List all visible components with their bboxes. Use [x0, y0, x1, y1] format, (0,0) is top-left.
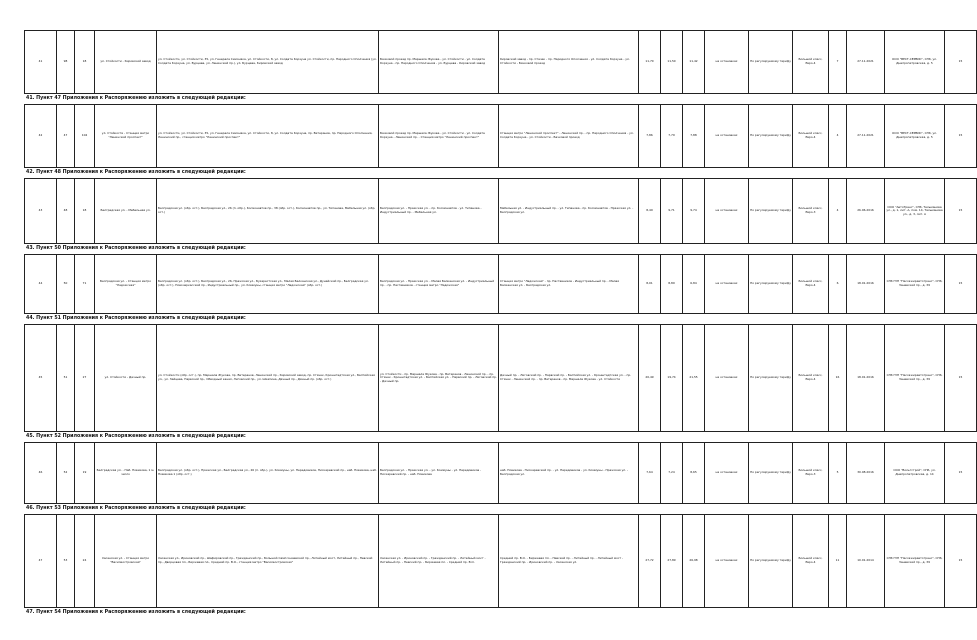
last-column: 15	[945, 105, 977, 168]
stops-backward: Мебельная ул. - Индустриальный пр. - ул. Типанова - пр. Космонавтов - Пражская ул. - Белградская ул.	[499, 179, 639, 244]
route-code: 19	[75, 443, 95, 504]
carrier: СПб ГУП "Пассажиравтотранс", СПб, Заневский пр., д. 39	[885, 255, 945, 314]
start-date: 27.11.2021	[847, 31, 885, 94]
length-1: 27,72	[639, 515, 661, 608]
route-path: Белградская ул. (обр. ост.), Пражская ул., Белградская ул., 26 (п. обр.), ул. Коммуны, ул. Передовиков, Пискаревский пр., наб. Новикова, наб. Новикова 1 (обр. ост.)	[157, 443, 379, 504]
last-column: 15	[945, 515, 977, 608]
route-name: ул. Стойкости - Станция метро "Ленинский проспект"	[95, 105, 157, 168]
route-number: 52	[57, 443, 75, 504]
length-3: 6,84	[683, 255, 705, 314]
vehicle-class: Большой класс, Евро-4	[793, 255, 829, 314]
start-date: 18.01.2016	[847, 325, 885, 432]
length-1: 8,01	[639, 255, 661, 314]
vehicle-count: 4	[829, 179, 847, 244]
stops-forward: Хасанская ул. - Ириновский пр. - Гражданский пр. - Литейный мост - Литейный пр. - Невский пр. - Биржевая пл. - Средний пр. В.О.	[379, 515, 499, 608]
last-column: 15	[945, 255, 977, 314]
vehicle-count: 5	[829, 443, 847, 504]
tariff: По регулируемому тарифу	[749, 179, 793, 244]
vehicle-class: Большой класс, Евро-4	[793, 105, 829, 168]
route-name: ул. Стойкости - Дачный пр.	[95, 325, 157, 432]
stops-backward: Кировский завод - пр. Стачек - пр. Народного Ополчения - ул. Солдата Корзуна - ул. Стойкости - Бачковой проезд	[499, 31, 639, 94]
start-date: 18.01.2016	[847, 255, 885, 314]
length-2: 27,89	[661, 515, 683, 608]
start-date: 30.08.2016	[847, 443, 885, 504]
table-row	[24, 30, 977, 94]
section-title: 47. Пункт 54 Приложения к Распоряжению изложить в следующей редакции:	[26, 610, 246, 615]
document-page	[24, 20, 963, 626]
stops-forward: Белградская ул. - Пражская ул. - Малая Балканская ул. - Индустриальный пр. - пр. Наставников - станция метро "Ладожская"	[379, 255, 499, 314]
row-index: 47	[25, 515, 57, 608]
length-3: 8,65	[683, 443, 705, 504]
stop-mode: на остановках	[705, 179, 749, 244]
length-2: 19,74	[661, 325, 683, 432]
table-row	[24, 254, 977, 314]
table-row	[24, 442, 977, 504]
row-index: 44	[25, 255, 57, 314]
route-path: Белградская ул. (обр. ост.), Белградская ул., 26 (п. обр.), Космонавтов пр., 38 (обр. ост.), Космонавтов пр., ул. Типанова, Мебельная ул. (обр. ост.)	[157, 179, 379, 244]
last-column: 15	[945, 179, 977, 244]
stops-backward: Станция метро "Ленинский проспект" - Ленинский пр. - пр. Народного Ополчения - ул. Солдата Корзуна - ул. Стойкости - Бачковой проезд	[499, 105, 639, 168]
section-title: 41. Пункт 47 Приложения к Распоряжению изложить в следующей редакции:	[26, 96, 246, 101]
length-2: 11,50	[661, 31, 683, 94]
route-code: 24	[75, 515, 95, 608]
route-path: ул. Стойкости, ул. Стойкости, 35, ул. Генерала Симоняка, ул. Стойкости, 8, ул. Солдата Корзуна, пр. Ветеранов, пр. Народного Ополчения, Ленинский пр., станция метро "Ленинский проспект"	[157, 105, 379, 168]
length-2: 7,79	[661, 105, 683, 168]
length-1: 7,64	[639, 443, 661, 504]
stops-backward: Дачный пр. - Лиговский пр. - Нарвский пр. - Балтийская ул. - Кронштадтская ул. - пр. Стачек - Ленинский пр. - пр. Ветеранов - пр. Маршала Жукова - ул. Стойкости	[499, 325, 639, 432]
row-index: 43	[25, 179, 57, 244]
route-number: 47	[57, 105, 75, 168]
route-name: ул. Стойкости - Кировский завод	[95, 31, 157, 94]
vehicle-count: 4	[829, 105, 847, 168]
tariff: По регулируемому тарифу	[749, 325, 793, 432]
table-row	[24, 514, 977, 608]
carrier: ООО "Вольтстрой", СПб, ул. Днепропетровская, д. 14	[885, 443, 945, 504]
carrier: ООО "ВЕСТ-СЕРВИС", СПб, ул. Днепропетровская, д. 5	[885, 105, 945, 168]
carrier: ООО "ВЕСТ-СЕРВИС", СПб, ул. Днепропетровская, д. 5	[885, 31, 945, 94]
route-path: ул. Стойкости (обр. ост.), пр. Маршала Жукова, пр. Ветеранов, Ленинский пр., Кировский завод, пр. Стачек, Кронштадтская ул., Балтийская ул., ул. Зайцева, Нарвский пр., Обводный канал, Лиговский пр., ул. Шкапина, Дачный пр., Дачный пр. (обр. ост.)	[157, 325, 379, 432]
route-number: 53	[57, 515, 75, 608]
stops-backward: наб. Новикова - Пискаревский пр. - ул. Передовиков - ул. Коммуны - Пражская ул. - Белградская ул.	[499, 443, 639, 504]
tariff: По регулируемому тарифу	[749, 443, 793, 504]
start-date: 27.11.2021	[847, 105, 885, 168]
length-1: 11,70	[639, 31, 661, 94]
route-path: Белградская ул. (обр. ост.), Белградская ул., 26, Пражская ул., Бухарестская ул., Малая Балканская ул., Дунайский пр., Белградская ул. (обр. ост.), Новочеркасский пр., Индустриальный пр., ул. Коммуны, станция метро "Ладожская" (обр. ост.)	[157, 255, 379, 314]
row-index: 42	[25, 105, 57, 168]
stops-forward: Бачковой проезд пр. Маршала Жукова - ул. Стойкости - ул. Солдата Корзуна - Ленинский пр. - Станция метро "Ленинский проспект"	[379, 105, 499, 168]
stops-backward: Станция метро "Ладожская" - пр. Наставников - Индустриальный пр. - Малая Балканская ул. - Белградская ул.	[499, 255, 639, 314]
row-index: 41	[25, 31, 57, 94]
row-index: 45	[25, 325, 57, 432]
vehicle-class: Большой класс, Евро-4	[793, 515, 829, 608]
table-row	[24, 324, 977, 432]
length-1: 20,49	[639, 325, 661, 432]
vehicle-class: Большой класс, Евро-3	[793, 179, 829, 244]
route-name: Белградская ул. - Мебельная ул.	[95, 179, 157, 244]
last-column: 15	[945, 443, 977, 504]
stops-forward: Белградская ул. - Пражская ул. - пр. Космонавтов - ул. Типанова - Индустриальный пр. - Мебельная ул.	[379, 179, 499, 244]
stop-mode: на остановках	[705, 255, 749, 314]
start-date: 10.01.2014	[847, 515, 885, 608]
route-number: 98	[57, 31, 75, 94]
last-column: 15	[945, 31, 977, 94]
length-3: 9,74	[683, 179, 705, 244]
length-3: 11,42	[683, 31, 705, 94]
stop-mode: на остановках	[705, 443, 749, 504]
length-3: 26,98	[683, 515, 705, 608]
stop-mode: на остановках	[705, 515, 749, 608]
tariff: По регулируемому тарифу	[749, 105, 793, 168]
last-column: 15	[945, 325, 977, 432]
length-2: 8,89	[661, 255, 683, 314]
route-path: Хасанская ул., Ириновский пр., Шафировский пр., Гражданский пр., Большой Сампсониевский пр., Литейный мост, Литейный пр., Невский пр., Дворцовая пл., Биржевая пл., Средний пр. В.О., станция метро "Василеостровская"	[157, 515, 379, 608]
length-3: 21,55	[683, 325, 705, 432]
vehicle-count: 16	[829, 325, 847, 432]
vehicle-count: 11	[829, 515, 847, 608]
tariff: По регулируемому тарифу	[749, 31, 793, 94]
stops-forward: Белградская ул. - Пражская ул. - ул. Коммуны - ул. Передовиков - Пискаревский пр. - наб. Новикова	[379, 443, 499, 504]
route-number: 50	[57, 255, 75, 314]
route-code: 104	[75, 105, 95, 168]
length-1: 8,49	[639, 179, 661, 244]
section-title: 44. Пункт 51 Приложения к Распоряжению изложить в следующей редакции:	[26, 316, 246, 321]
table-row	[24, 104, 977, 168]
length-2: 7,24	[661, 443, 683, 504]
stops-forward: Бачковой проезд пр. Маршала Жукова - ул. Стойкости - ул. Солдата Корзуна - пр. Народного Ополчения - ул. Бурцева - Кировский завод	[379, 31, 499, 94]
route-code: 71	[75, 255, 95, 314]
stop-mode: на остановках	[705, 105, 749, 168]
stops-backward: Средний пр. В.О. - Биржевая пл. - Невский пр. - Литейный пр. - Литейный мост - Гражданский пр. - Ириновский пр. - Хасанская ул.	[499, 515, 639, 608]
route-name: Хасанская ул. - Станция метро "Василеостровская"	[95, 515, 157, 608]
length-2: 9,71	[661, 179, 683, 244]
route-name: Белградская ул. - Наб. Новикова, 1 м. число	[95, 443, 157, 504]
section-title: 45. Пункт 52 Приложения к Распоряжению изложить в следующей редакции:	[26, 434, 246, 439]
vehicle-class: Большой класс, Евро-3	[793, 443, 829, 504]
vehicle-class: Большой класс, Евро-4	[793, 31, 829, 94]
route-code: 27	[75, 325, 95, 432]
length-3: 7,88	[683, 105, 705, 168]
vehicle-class: Большой класс, Евро-4	[793, 325, 829, 432]
start-date: 26.06.2016	[847, 179, 885, 244]
route-name: Белградская ул. - Станция метро "Ладожская"	[95, 255, 157, 314]
vehicle-count: 7	[829, 31, 847, 94]
route-path: ул. Стойкости, ул. Стойкости, 35, ул. Генерала Симоняка, ул. Стойкости, 8, ул. Солдата Корзуна ул. Стойкости, пр. Народного Ополчения (ул. Солдата Корзуна, ул. Бурцева, ул. Ленинский пр.), ул. Бурцева, Кировский завод	[157, 31, 379, 94]
section-title: 42. Пункт 48 Приложения к Распоряжению изложить в следующей редакции:	[26, 170, 246, 175]
route-code: 18	[75, 31, 95, 94]
stops-forward: ул. Стойкости - пр. Маршала Жукова - пр. Ветеранов - Ленинский пр. - пр. Стачек - Кронштадтская ул. - Балтийская ул. - Нарвский пр. - Лиговский пр. - Дачный пр.	[379, 325, 499, 432]
carrier: СПб ГУП "Пассажиравтотранс", СПб, Заневский пр., д. 39	[885, 325, 945, 432]
route-number: 51	[57, 325, 75, 432]
route-code: 18	[75, 179, 95, 244]
route-number: 48	[57, 179, 75, 244]
stop-mode: на остановках	[705, 325, 749, 432]
table-row	[24, 178, 977, 244]
tariff: По регулируемому тарифу	[749, 255, 793, 314]
carrier: СПб ГУП "Пассажиравтотранс", СПб, Заневский пр., д. 39	[885, 515, 945, 608]
stop-mode: на остановках	[705, 31, 749, 94]
row-index: 46	[25, 443, 57, 504]
tariff: По регулируемому тарифу	[749, 515, 793, 608]
length-1: 7,86	[639, 105, 661, 168]
carrier: ООО "АвтоТранс", СПб, Тельманова ул., д. 1, лит. А, пом. 14, Тельманова ул., д. 3, лит. А	[885, 179, 945, 244]
section-title: 46. Пункт 53 Приложения к Распоряжению изложить в следующей редакции:	[26, 506, 246, 511]
section-title: 43. Пункт 50 Приложения к Распоряжению изложить в следующей редакции:	[26, 246, 246, 251]
vehicle-count: 6	[829, 255, 847, 314]
